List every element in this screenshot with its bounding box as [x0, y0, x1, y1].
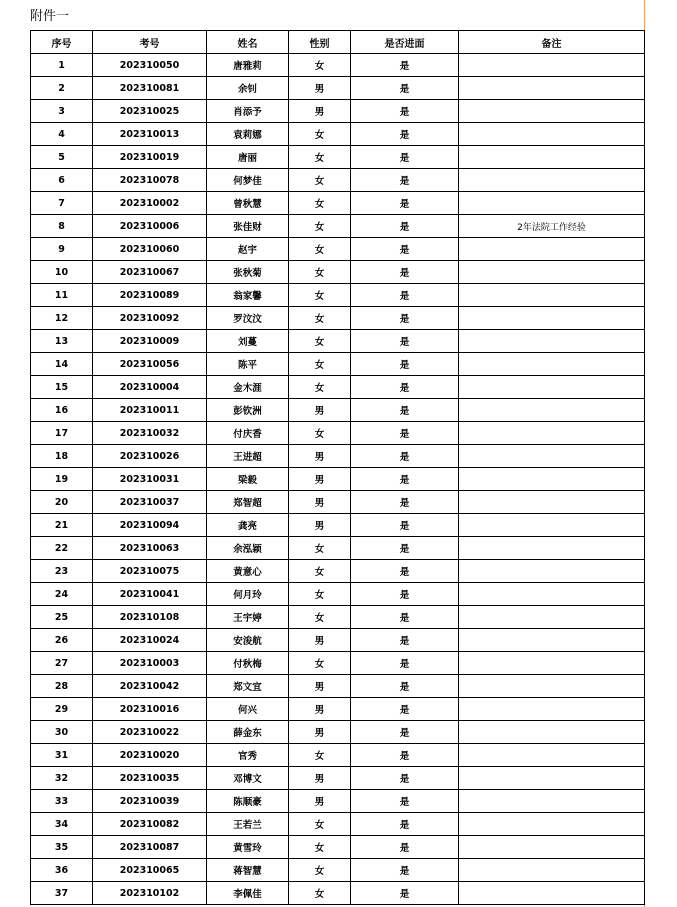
cell-gender: 女 — [289, 813, 351, 836]
cell-remarks — [459, 721, 645, 744]
cell-interview-status: 是 — [351, 468, 459, 491]
cell-exam-number: 202310063 — [93, 537, 207, 560]
cell-exam-number: 202310056 — [93, 353, 207, 376]
cell-index: 23 — [31, 560, 93, 583]
cell-exam-number: 202310013 — [93, 123, 207, 146]
cell-interview-status: 是 — [351, 169, 459, 192]
table-row — [31, 399, 645, 422]
cell-name: 薛金东 — [207, 721, 289, 744]
cell-index: 31 — [31, 744, 93, 767]
table-row — [31, 721, 645, 744]
cell-name: 付秋梅 — [207, 652, 289, 675]
cell-exam-number: 202310002 — [93, 192, 207, 215]
cell-exam-number: 202310089 — [93, 284, 207, 307]
header-interview-status: 是否进面 — [351, 31, 459, 54]
cell-name: 李佩佳 — [207, 882, 289, 905]
header-name: 姓名 — [207, 31, 289, 54]
table-row — [31, 514, 645, 537]
cell-remarks — [459, 77, 645, 100]
cell-exam-number: 202310108 — [93, 606, 207, 629]
cell-remarks — [459, 606, 645, 629]
cell-exam-number: 202310039 — [93, 790, 207, 813]
cell-remarks — [459, 468, 645, 491]
cell-remarks — [459, 537, 645, 560]
cell-index: 5 — [31, 146, 93, 169]
cell-name: 张佳财 — [207, 215, 289, 238]
cell-gender: 男 — [289, 399, 351, 422]
cell-interview-status: 是 — [351, 146, 459, 169]
cell-index: 15 — [31, 376, 93, 399]
cell-interview-status: 是 — [351, 514, 459, 537]
cell-name: 彭钦洲 — [207, 399, 289, 422]
cell-gender: 男 — [289, 468, 351, 491]
table-row — [31, 215, 645, 238]
cell-index: 13 — [31, 330, 93, 353]
cell-remarks — [459, 169, 645, 192]
table-row — [31, 330, 645, 353]
cell-exam-number: 202310050 — [93, 54, 207, 77]
table-row — [31, 261, 645, 284]
cell-name: 余泓颖 — [207, 537, 289, 560]
cell-interview-status: 是 — [351, 537, 459, 560]
cell-gender: 女 — [289, 652, 351, 675]
cell-exam-number: 202310032 — [93, 422, 207, 445]
cell-name: 郑文宜 — [207, 675, 289, 698]
cell-interview-status: 是 — [351, 629, 459, 652]
table-row — [31, 307, 645, 330]
cell-exam-number: 202310082 — [93, 813, 207, 836]
table-row — [31, 192, 645, 215]
cell-remarks — [459, 445, 645, 468]
cell-interview-status: 是 — [351, 606, 459, 629]
cell-remarks — [459, 123, 645, 146]
cell-name: 何梦佳 — [207, 169, 289, 192]
table-row — [31, 445, 645, 468]
cell-interview-status: 是 — [351, 560, 459, 583]
cell-index: 3 — [31, 100, 93, 123]
cell-exam-number: 202310035 — [93, 767, 207, 790]
cell-gender: 男 — [289, 629, 351, 652]
cell-exam-number: 202310026 — [93, 445, 207, 468]
cell-interview-status: 是 — [351, 422, 459, 445]
cell-exam-number: 202310025 — [93, 100, 207, 123]
table-row — [31, 100, 645, 123]
cell-interview-status: 是 — [351, 261, 459, 284]
table-row — [31, 560, 645, 583]
table-row — [31, 169, 645, 192]
cell-remarks — [459, 767, 645, 790]
cell-gender: 女 — [289, 307, 351, 330]
cell-interview-status: 是 — [351, 491, 459, 514]
cell-remarks — [459, 744, 645, 767]
cell-remarks — [459, 491, 645, 514]
cell-index: 14 — [31, 353, 93, 376]
cell-index: 22 — [31, 537, 93, 560]
cell-gender: 女 — [289, 583, 351, 606]
cell-name: 龚亮 — [207, 514, 289, 537]
cell-index: 4 — [31, 123, 93, 146]
cell-name: 肖添予 — [207, 100, 289, 123]
header-remarks: 备注 — [459, 31, 645, 54]
cell-index: 27 — [31, 652, 93, 675]
cell-gender: 女 — [289, 192, 351, 215]
cell-exam-number: 202310031 — [93, 468, 207, 491]
table-row — [31, 123, 645, 146]
table-row — [31, 284, 645, 307]
cell-name: 梁毅 — [207, 468, 289, 491]
cell-gender: 女 — [289, 376, 351, 399]
cell-remarks — [459, 238, 645, 261]
cell-remarks — [459, 261, 645, 284]
cell-name: 王宇婷 — [207, 606, 289, 629]
cell-name: 郑智超 — [207, 491, 289, 514]
table-header-row — [31, 31, 645, 54]
cell-index: 18 — [31, 445, 93, 468]
cell-gender: 女 — [289, 261, 351, 284]
cell-gender: 女 — [289, 744, 351, 767]
cell-index: 34 — [31, 813, 93, 836]
cell-gender: 女 — [289, 859, 351, 882]
cell-remarks — [459, 284, 645, 307]
cell-interview-status: 是 — [351, 767, 459, 790]
table-row — [31, 422, 645, 445]
cell-interview-status: 是 — [351, 698, 459, 721]
cell-name: 唐丽 — [207, 146, 289, 169]
cell-name: 陈平 — [207, 353, 289, 376]
cell-gender: 男 — [289, 675, 351, 698]
cell-exam-number: 202310024 — [93, 629, 207, 652]
table-row — [31, 146, 645, 169]
cell-interview-status: 是 — [351, 813, 459, 836]
header-exam-number: 考号 — [93, 31, 207, 54]
cell-gender: 女 — [289, 882, 351, 905]
table-row — [31, 675, 645, 698]
table-row — [31, 537, 645, 560]
cell-exam-number: 202310060 — [93, 238, 207, 261]
cell-remarks — [459, 583, 645, 606]
cell-remarks — [459, 330, 645, 353]
cell-exam-number: 202310019 — [93, 146, 207, 169]
cell-exam-number: 202310075 — [93, 560, 207, 583]
table-row — [31, 54, 645, 77]
cell-index: 8 — [31, 215, 93, 238]
cell-index: 1 — [31, 54, 93, 77]
cell-gender: 男 — [289, 100, 351, 123]
cell-gender: 男 — [289, 721, 351, 744]
cell-name: 曾秋慧 — [207, 192, 289, 215]
cell-exam-number: 202310102 — [93, 882, 207, 905]
header-gender: 性别 — [289, 31, 351, 54]
cell-name: 翁家馨 — [207, 284, 289, 307]
cell-index: 11 — [31, 284, 93, 307]
cell-index: 20 — [31, 491, 93, 514]
cell-gender: 女 — [289, 146, 351, 169]
cell-interview-status: 是 — [351, 721, 459, 744]
cell-remarks — [459, 790, 645, 813]
table-row — [31, 629, 645, 652]
cell-exam-number: 202310081 — [93, 77, 207, 100]
cell-interview-status: 是 — [351, 836, 459, 859]
table-row — [31, 698, 645, 721]
cell-name: 余钊 — [207, 77, 289, 100]
cell-exam-number: 202310092 — [93, 307, 207, 330]
table-row — [31, 606, 645, 629]
cell-index: 30 — [31, 721, 93, 744]
cell-interview-status: 是 — [351, 859, 459, 882]
cell-index: 25 — [31, 606, 93, 629]
cell-gender: 女 — [289, 54, 351, 77]
table-row — [31, 859, 645, 882]
cell-index: 17 — [31, 422, 93, 445]
cell-index: 28 — [31, 675, 93, 698]
cell-remarks — [459, 146, 645, 169]
table-row — [31, 376, 645, 399]
cell-interview-status: 是 — [351, 353, 459, 376]
table-row — [31, 882, 645, 905]
cell-gender: 女 — [289, 353, 351, 376]
cell-remarks — [459, 813, 645, 836]
cell-exam-number: 202310004 — [93, 376, 207, 399]
cell-exam-number: 202310037 — [93, 491, 207, 514]
cell-name: 官秀 — [207, 744, 289, 767]
cell-remarks: 2年法院工作经验 — [459, 215, 645, 238]
cell-interview-status: 是 — [351, 123, 459, 146]
cell-exam-number: 202310006 — [93, 215, 207, 238]
cell-interview-status: 是 — [351, 675, 459, 698]
cell-interview-status: 是 — [351, 192, 459, 215]
cell-interview-status: 是 — [351, 77, 459, 100]
cell-exam-number: 202310020 — [93, 744, 207, 767]
table-row — [31, 77, 645, 100]
cell-gender: 男 — [289, 767, 351, 790]
table-row — [31, 652, 645, 675]
cell-gender: 女 — [289, 238, 351, 261]
cell-index: 37 — [31, 882, 93, 905]
cell-interview-status: 是 — [351, 652, 459, 675]
cell-remarks — [459, 514, 645, 537]
cell-remarks — [459, 307, 645, 330]
cell-name: 邓博文 — [207, 767, 289, 790]
cell-exam-number: 202310016 — [93, 698, 207, 721]
cell-gender: 女 — [289, 215, 351, 238]
cell-remarks — [459, 652, 645, 675]
cell-name: 王进超 — [207, 445, 289, 468]
cell-interview-status: 是 — [351, 882, 459, 905]
cell-remarks — [459, 859, 645, 882]
cell-name: 付庆香 — [207, 422, 289, 445]
cell-exam-number: 202310094 — [93, 514, 207, 537]
cell-name: 蒋智慧 — [207, 859, 289, 882]
cell-exam-number: 202310078 — [93, 169, 207, 192]
cell-remarks — [459, 836, 645, 859]
cell-interview-status: 是 — [351, 583, 459, 606]
cell-remarks — [459, 192, 645, 215]
cell-gender: 男 — [289, 790, 351, 813]
cell-name: 黄雪玲 — [207, 836, 289, 859]
cell-exam-number: 202310087 — [93, 836, 207, 859]
cell-name: 王若兰 — [207, 813, 289, 836]
cell-name: 张秋菊 — [207, 261, 289, 284]
cell-index: 33 — [31, 790, 93, 813]
cell-name: 唐雅莉 — [207, 54, 289, 77]
cell-gender: 男 — [289, 445, 351, 468]
table-row — [31, 353, 645, 376]
cell-index: 35 — [31, 836, 93, 859]
cell-exam-number: 202310067 — [93, 261, 207, 284]
cell-index: 12 — [31, 307, 93, 330]
table-row — [31, 767, 645, 790]
cell-name: 何兴 — [207, 698, 289, 721]
cell-gender: 女 — [289, 123, 351, 146]
cell-index: 19 — [31, 468, 93, 491]
cell-name: 赵宇 — [207, 238, 289, 261]
cell-gender: 女 — [289, 422, 351, 445]
table-row — [31, 790, 645, 813]
table-row — [31, 468, 645, 491]
cell-remarks — [459, 698, 645, 721]
cell-name: 黄意心 — [207, 560, 289, 583]
cell-remarks — [459, 629, 645, 652]
cell-interview-status: 是 — [351, 376, 459, 399]
cell-gender: 女 — [289, 284, 351, 307]
cell-index: 9 — [31, 238, 93, 261]
cell-interview-status: 是 — [351, 744, 459, 767]
cell-exam-number: 202310011 — [93, 399, 207, 422]
cell-remarks — [459, 882, 645, 905]
table-row — [31, 238, 645, 261]
cell-exam-number: 202310041 — [93, 583, 207, 606]
cell-index: 6 — [31, 169, 93, 192]
cell-name: 袁莉娜 — [207, 123, 289, 146]
table-row — [31, 491, 645, 514]
table-row — [31, 744, 645, 767]
cell-gender: 女 — [289, 836, 351, 859]
cell-index: 21 — [31, 514, 93, 537]
cell-remarks — [459, 560, 645, 583]
header-index: 序号 — [31, 31, 93, 54]
cell-exam-number: 202310022 — [93, 721, 207, 744]
cell-name: 罗汶汶 — [207, 307, 289, 330]
cell-interview-status: 是 — [351, 284, 459, 307]
table-body — [31, 54, 645, 905]
cell-interview-status: 是 — [351, 790, 459, 813]
cell-name: 安浚航 — [207, 629, 289, 652]
cell-name: 何月玲 — [207, 583, 289, 606]
cell-index: 24 — [31, 583, 93, 606]
document-title: 附件一 — [30, 9, 70, 24]
table-row — [31, 836, 645, 859]
cell-index: 32 — [31, 767, 93, 790]
cell-interview-status: 是 — [351, 100, 459, 123]
cell-exam-number: 202310009 — [93, 330, 207, 353]
cell-interview-status: 是 — [351, 399, 459, 422]
cell-index: 26 — [31, 629, 93, 652]
cell-name: 陈顺豪 — [207, 790, 289, 813]
cell-remarks — [459, 353, 645, 376]
cell-remarks — [459, 399, 645, 422]
cell-index: 36 — [31, 859, 93, 882]
cell-exam-number: 202310003 — [93, 652, 207, 675]
cell-gender: 男 — [289, 698, 351, 721]
cell-gender: 男 — [289, 77, 351, 100]
cell-index: 10 — [31, 261, 93, 284]
cell-gender: 男 — [289, 491, 351, 514]
cell-index: 16 — [31, 399, 93, 422]
cell-interview-status: 是 — [351, 445, 459, 468]
cell-gender: 女 — [289, 169, 351, 192]
candidate-table — [30, 30, 645, 905]
cell-interview-status: 是 — [351, 330, 459, 353]
cell-gender: 女 — [289, 606, 351, 629]
cell-name: 金木涯 — [207, 376, 289, 399]
cell-interview-status: 是 — [351, 54, 459, 77]
cell-interview-status: 是 — [351, 307, 459, 330]
cell-gender: 女 — [289, 330, 351, 353]
cell-remarks — [459, 100, 645, 123]
cell-index: 7 — [31, 192, 93, 215]
cell-index: 29 — [31, 698, 93, 721]
cell-index: 2 — [31, 77, 93, 100]
table-row — [31, 583, 645, 606]
cell-gender: 女 — [289, 560, 351, 583]
cell-exam-number: 202310042 — [93, 675, 207, 698]
cell-gender: 女 — [289, 537, 351, 560]
cell-remarks — [459, 675, 645, 698]
cell-remarks — [459, 422, 645, 445]
cell-exam-number: 202310065 — [93, 859, 207, 882]
cell-interview-status: 是 — [351, 215, 459, 238]
cell-name: 刘蔓 — [207, 330, 289, 353]
cell-remarks — [459, 54, 645, 77]
cell-remarks — [459, 376, 645, 399]
table-row — [31, 813, 645, 836]
cell-interview-status: 是 — [351, 238, 459, 261]
cell-gender: 男 — [289, 514, 351, 537]
